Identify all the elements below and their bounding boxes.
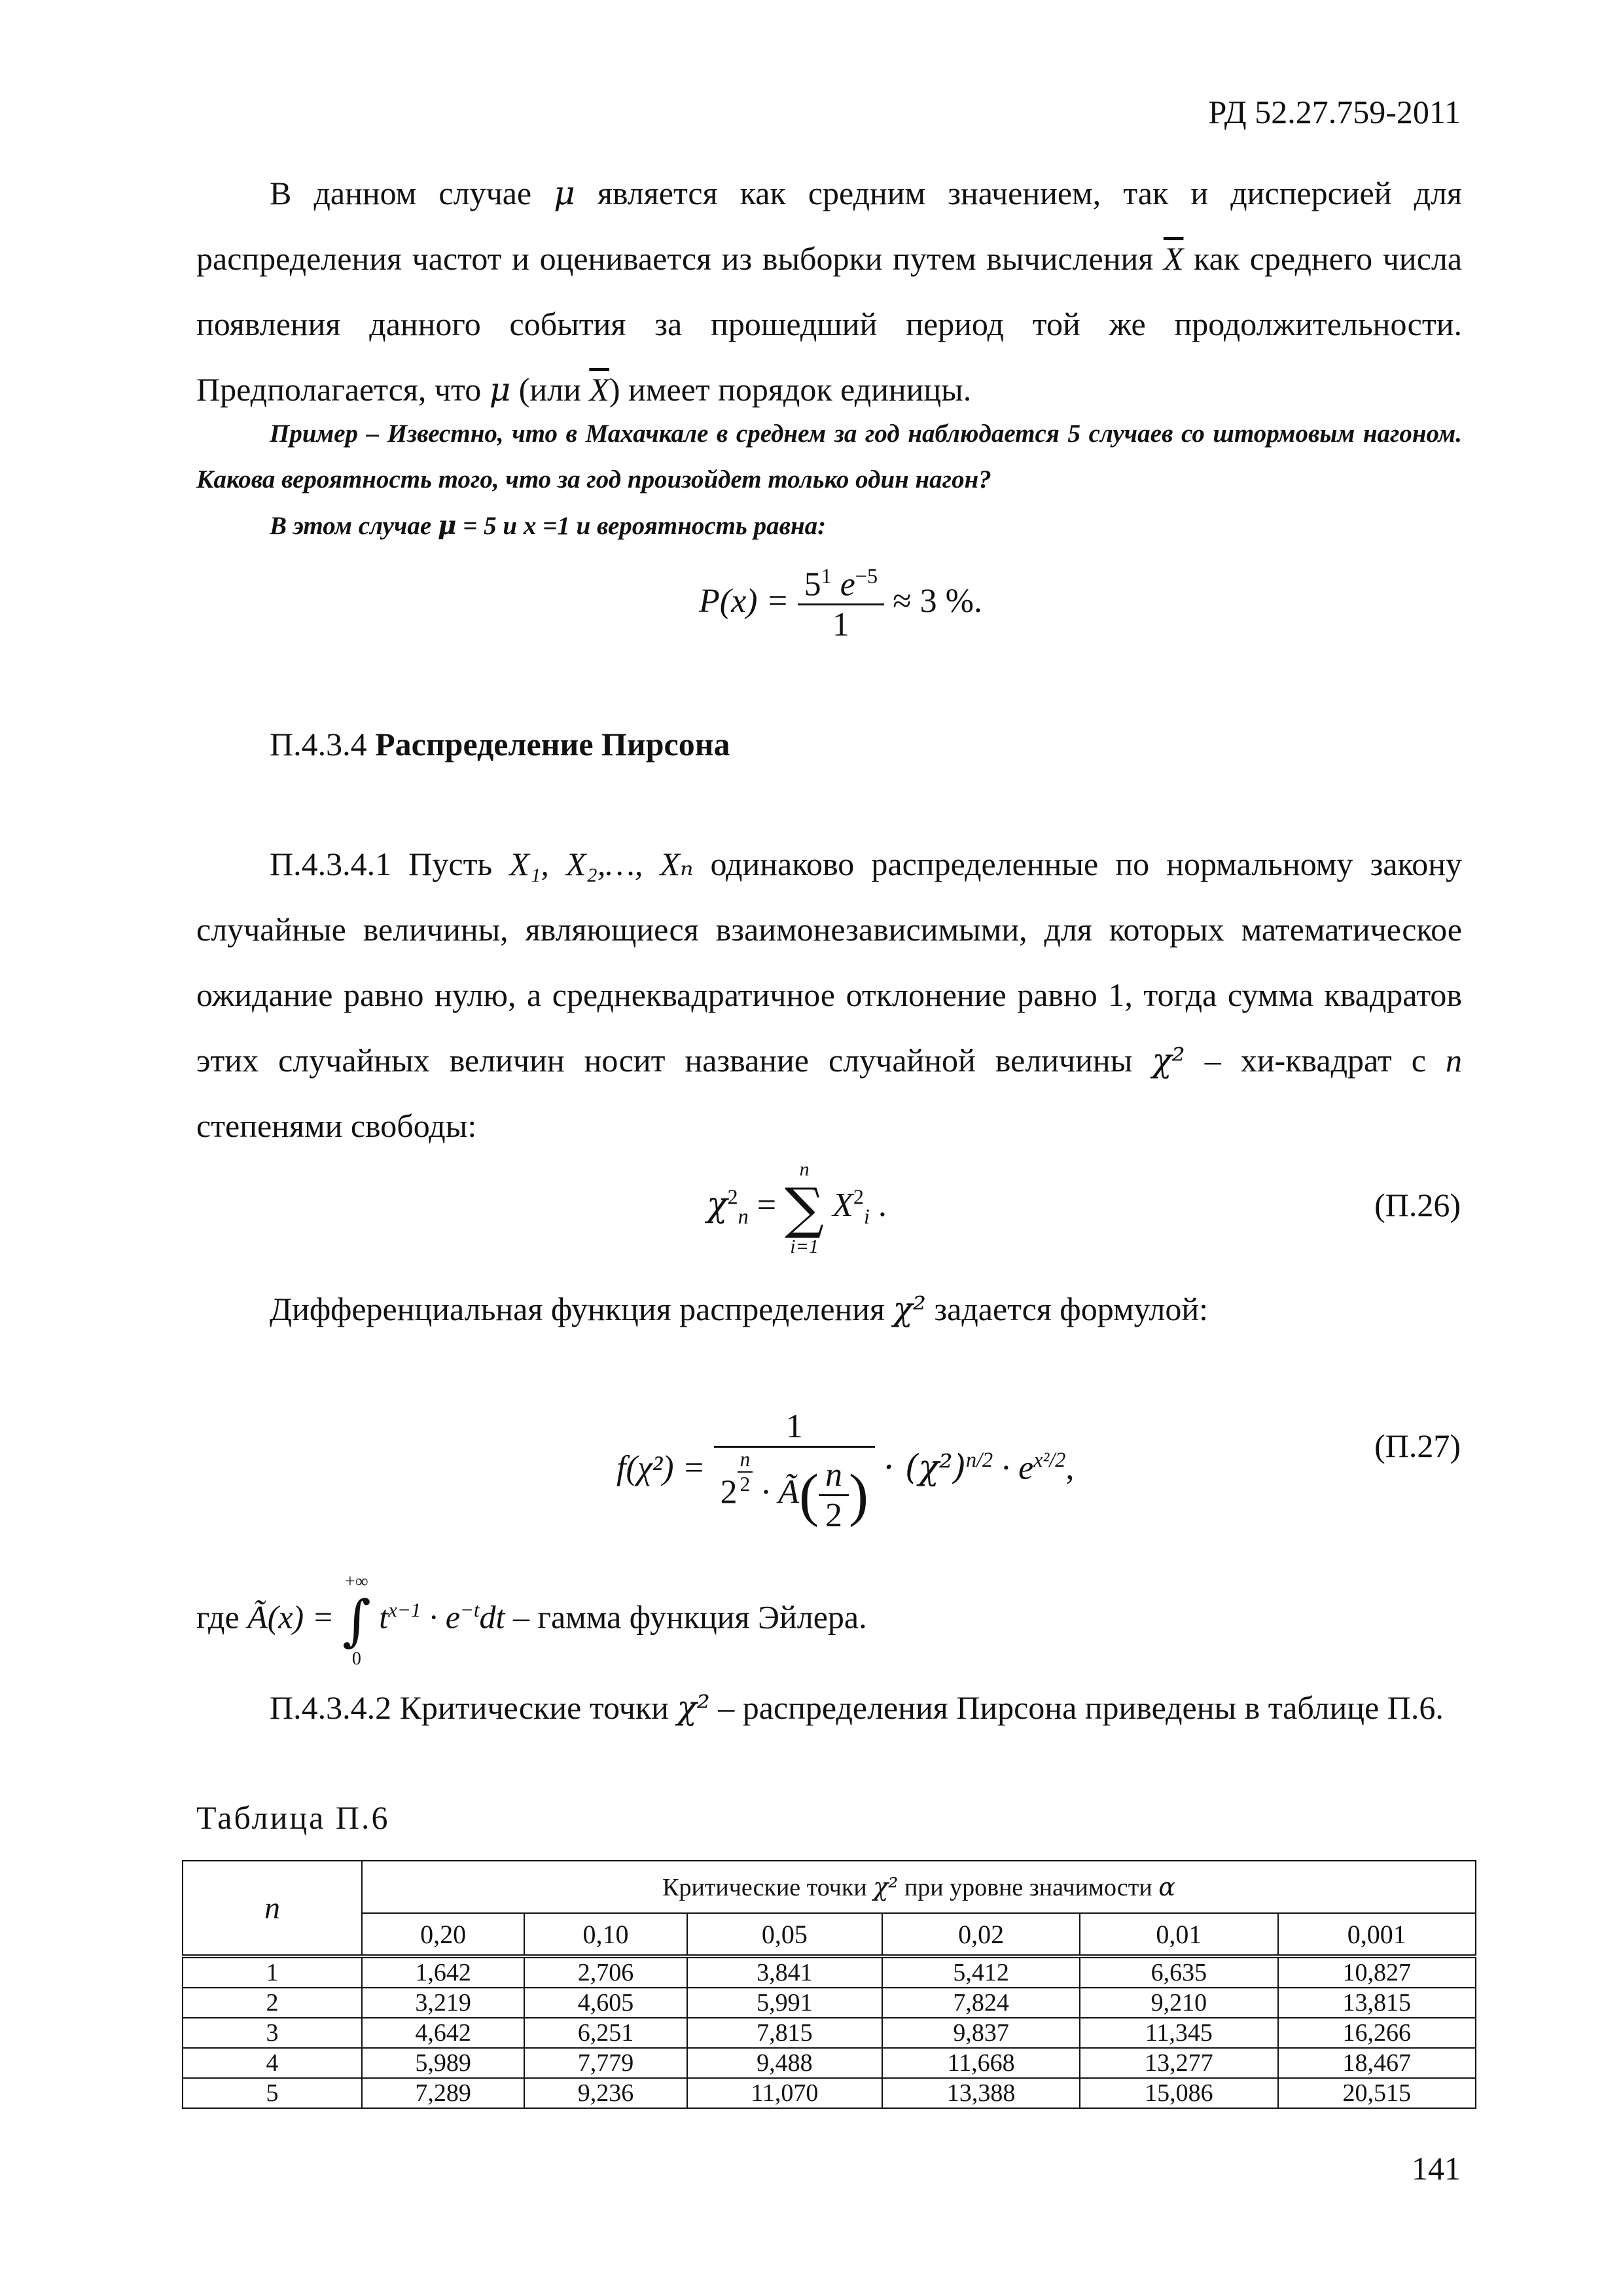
level-header: 0,20 [362,1913,524,1956]
table-row: 4 5,989 7,779 9,488 11,668 13,277 18,467 [183,2048,1476,2078]
intro-text-a: В данном случае [270,175,532,211]
poisson-lhs: P(x) = [699,583,789,620]
table-row: 3 4,642 6,251 7,815 9,837 11,345 16,266 [183,2018,1476,2048]
eq26-lhs: χ [707,1185,728,1225]
intro-text-d: (или [518,371,581,408]
intro-paragraph [196,160,1462,422]
mu-symbol: μ [554,174,575,212]
example-case-b: = 5 и [463,512,518,540]
intro-text-c: как среднего числа появления данного события за прошедший период той же продолжительности. Предполагается, что [196,240,1463,408]
intro-text-e: ) имеет порядок единицы. [609,371,972,408]
eq27-lhs: f(χ²) = [616,1449,705,1487]
example-text: Пример – Известно, что в Махачкале в среднем за год наблюдается 5 случаев со штормовым нагоном. Какова вероятность того, что за год произойдет только один нагон? [196,420,1462,493]
diff-paragraph [196,1276,1462,1342]
level-header: 0,05 [687,1913,882,1956]
table-row: 1 1,642 2,706 3,841 5,412 6,635 10,827 [183,1956,1476,1988]
diff-text-a: Дифференциальная функция распределения [270,1291,885,1327]
sum-operator: n ∑ i=1 [785,1158,825,1257]
page-number: 141 [1412,2150,1461,2187]
p4341-chi2: χ² [1152,1041,1185,1079]
example-mu: μ [437,511,457,541]
xbar-symbol-2: $\overline{X}$ [589,371,609,408]
p4341-text-a: одинаково распределенные по нормальному закону случайные величины, являющиеся взаимонезависимыми, для которых математическое ожидание равно нулю, а среднеквадратичное отклонение равно 1, тогда сумма квадратов этих случайных величин носит название случайной величины [196,846,1463,1079]
eq27-denominator: 2 $^{\frac{n}{2}}$ · Ã( $\frac{n}{2}$ ) [720,1448,868,1534]
diff-text-b: задается формулой: [934,1291,1208,1327]
p4341-text-c: степенями свободы: [196,1107,477,1144]
poisson-denominator: 1 [832,606,849,644]
table-row: 5 7,289 9,236 11,070 13,388 15,086 20,515 [183,2078,1476,2108]
section-number: П.4.3.4 [270,726,367,762]
document-code: РД 52.27.759-2011 [1208,94,1461,130]
mu-symbol-2: μ [489,370,511,408]
eq27-fraction: 1 2 $^{\frac{n}{2}}$ · Ã( $\frac{n}{2}$ ) [714,1407,875,1535]
poisson-formula [699,564,982,644]
poisson-fraction [798,564,885,644]
example-case-c: x =1 [523,512,570,540]
poisson-rhs: ≈ 3 %. [893,583,982,620]
level-header: 0,01 [1080,1913,1277,1956]
level-header: 0,10 [524,1913,687,1956]
xbar-symbol: $\overline{X}$ [1163,240,1184,277]
example-block [196,411,1462,549]
p4341-text-b: – хи-квадрат с [1204,1042,1426,1079]
critical-points-table [182,1860,1476,2109]
gamma-definition: где Ã(x) = +∞ ∫ 0 $t^{x-1} \cdot e^{-t}dt$ – гамма функция Эйлера. [196,1571,867,1669]
p4341-label: П.4.3.4.1 Пусть [270,846,493,882]
table-caption: Таблица П.6 [196,1799,390,1836]
equation-27-number: (П.27) [1374,1427,1461,1464]
paragraph-4342: П.4.3.4.2 Критические точки χ² – распределения Пирсона приведены в таблице П.6. [270,1689,1444,1727]
equation-26-number: (П.26) [1374,1187,1461,1223]
level-header: 0,001 [1278,1913,1476,1956]
example-case-line [196,503,1462,549]
eq26-term: X [832,1186,853,1224]
diff-chi2: χ² [893,1290,926,1328]
n-column-header: n [183,1861,362,1956]
level-header: 0,02 [882,1913,1080,1956]
integral-operator: +∞ ∫ 0 [342,1571,371,1669]
paragraph-4341 [196,831,1462,1158]
example-case-a: В этом случае [270,512,432,540]
p4341-vars: X₁, X₂,…, Xₙ [509,846,694,882]
p4341-n: n [1446,1042,1463,1079]
group-header: Критические точки χ² при уровне значимости α [362,1861,1476,1913]
poisson-numerator: $5^1$ $e^{-5}$ [798,564,885,605]
table-row: 2 3,219 4,605 5,991 7,824 9,210 13,815 [183,1988,1476,2018]
section-heading [270,725,730,763]
section-title: Распределение Пирсона [375,726,730,762]
equation-27: f(χ²) = 1 2 $^{\frac{n}{2}}$ · Ã( $\frac{n}{2}$ ) · $(\chi^2)^{n/2} \cdot e^{x^2/2}$, [616,1408,1075,1534]
example-case-d: и вероятность равна: [576,512,827,540]
intro-text-b: является как средним значением, так и дисперсией для распределения частот и оценивается из выборки путем вычисления [196,175,1462,277]
equation-26: $\chi^2_n$ = n ∑ i=1 $X^2_i$ . [707,1158,887,1257]
